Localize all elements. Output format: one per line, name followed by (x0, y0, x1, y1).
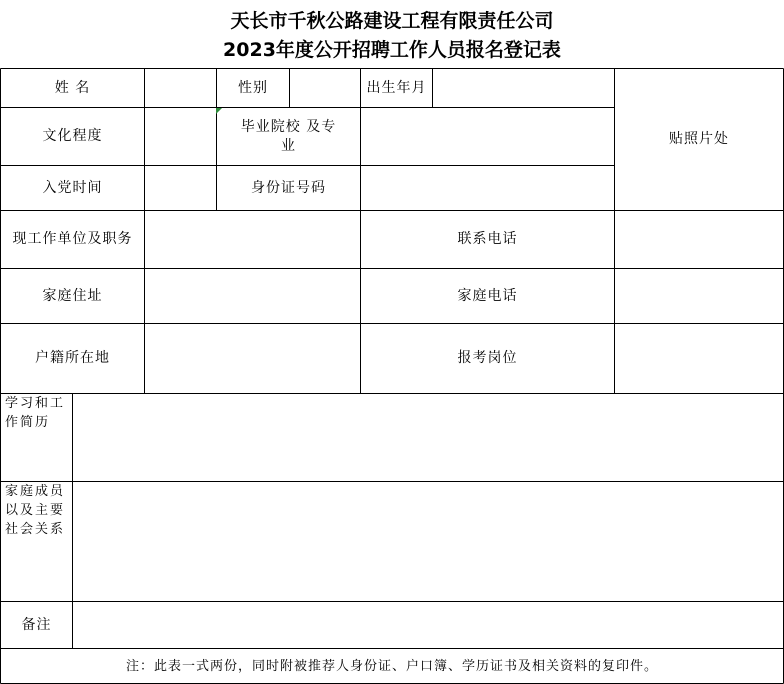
name-label: 姓 名 (54, 79, 91, 96)
party-field[interactable] (145, 166, 216, 210)
id-field[interactable] (361, 166, 614, 210)
birth-field[interactable] (433, 69, 614, 107)
form-footnote: 注：此表一式两份，同时附被推荐人身份证、户口簿、学历证书及相关资料的复印件。 (125, 658, 658, 674)
education-field[interactable] (145, 108, 216, 165)
remark-label: 备注 (21, 616, 52, 633)
home-phone-label: 家庭电话 (457, 287, 518, 304)
birth-label: 出生年月 (366, 79, 427, 96)
remark-field[interactable] (73, 602, 783, 648)
family-label-line3: 社会关系 (5, 522, 66, 537)
form-title-line1: 天长市千秋公路建设工程有限责任公司 (230, 10, 554, 32)
party-label: 入党时间 (42, 179, 103, 196)
address-label: 家庭住址 (42, 287, 103, 304)
address-field[interactable] (145, 269, 360, 323)
resume-label-line2: 作简历 (5, 415, 51, 430)
education-label: 文化程度 (42, 128, 103, 144)
gender-field[interactable] (290, 69, 360, 107)
form-title-line2: 2023年度公开招聘工作人员报名登记表 (223, 39, 561, 61)
home-phone-field[interactable] (615, 269, 783, 323)
school-label (217, 108, 360, 165)
family-label-line2: 以及主要 (5, 503, 66, 518)
position-field[interactable] (615, 324, 783, 393)
resume-label (1, 394, 72, 481)
school-field[interactable] (361, 108, 614, 165)
id-label: 身份证号码 (251, 179, 326, 196)
school-label-line2: 业 (281, 137, 296, 154)
photo-placeholder: 贴照片处 (669, 131, 729, 147)
name-field[interactable] (145, 69, 216, 107)
position-label: 报考岗位 (457, 350, 518, 366)
family-field[interactable] (73, 482, 783, 601)
hukou-label: 户籍所在地 (35, 350, 110, 366)
school-label-line1: 毕业院校 及专 (240, 118, 337, 135)
phone-label: 联系电话 (457, 231, 518, 247)
workplace-field[interactable] (145, 211, 360, 268)
resume-label-line1: 学习和工 (5, 396, 66, 411)
gender-label: 性别 (238, 79, 268, 96)
phone-field[interactable] (615, 211, 783, 268)
family-label (1, 482, 72, 601)
workplace-label: 现工作单位及职务 (12, 231, 133, 247)
hukou-field[interactable] (145, 324, 360, 393)
family-label-line1: 家庭成员 (5, 484, 66, 499)
resume-field[interactable] (73, 394, 783, 481)
